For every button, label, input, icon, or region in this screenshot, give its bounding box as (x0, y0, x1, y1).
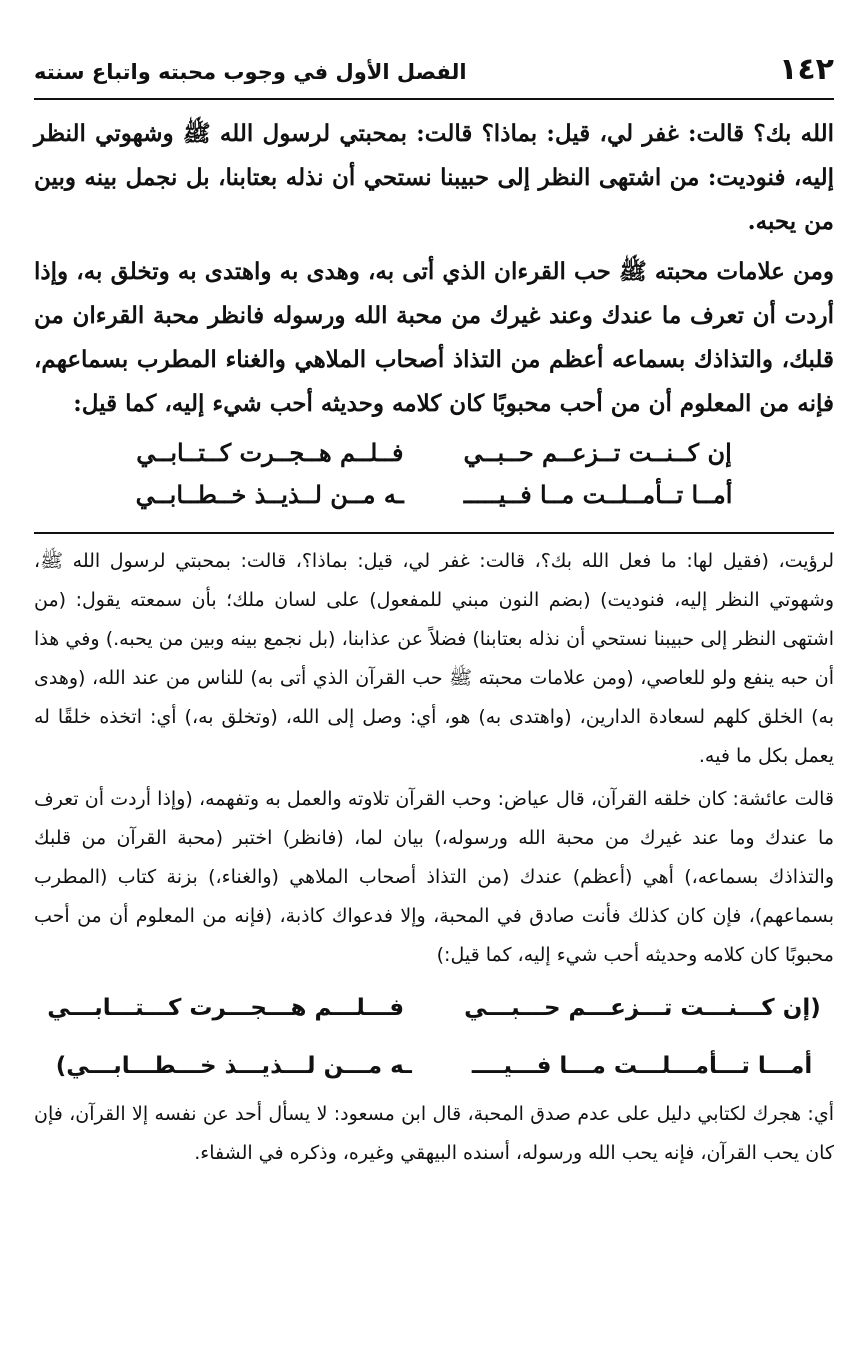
commentary-closing: أي: هجرك لكتابي دليل على عدم صدق المحبة، قال ابن مسعود: لا يسأل أحد عن نفسه إلا القرآن، فإن كان يحب القرآن، فإنه يحب الله ورسوله، أسنده البيهقي وغيره، وذكره في الشفاء. (34, 1103, 834, 1164)
verse-hemistich-left: ـه مـــن لـــذيـــذ خـــطـــابـــي) (55, 1053, 412, 1079)
verse-hemistich-right: إن كــنــت تــزعــم حــبــي (463, 438, 732, 467)
verse-hemistich-right: أمـــا تـــأمـــلـــت مـــا فـــيــــ (471, 1053, 813, 1079)
verse-line (34, 474, 834, 516)
main-paragraph: الله بك؟ قالت: غفر لي، قيل: بماذا؟ قالت: بمحبتي لرسول الله ﷺ وشهوتي النظر إليه، فنوديت: من اشتهى النظر إلى حبيبنا نستحي أن نذله بعتابنا، بل نجمل بينه وبين من يحبه. (34, 120, 834, 235)
page-header (34, 52, 834, 98)
verse-hemistich-left: فــلــم هــجــرت كــتــابــي (136, 438, 404, 467)
main-paragraph: ومن علامات محبته ﷺ حب القرءان الذي أتى به، وهدى به واهتدى به وتخلق به، وإذا أردت أن تعرف ما عندك وعند غيرك من محبة الله ورسوله فانظر محبة القرءان من قلبك، والتذاذك بسماعه أعظم من التذاذ أصحاب الملاهي والغناء المطرب بسماعهم، فإنه من المعلوم أن من أحب محبوبًا كان كلامه وحديثه أحب شيء إليه، كما قيل: (34, 258, 834, 417)
header-rule (34, 98, 834, 100)
commentary (34, 542, 834, 1173)
commentary-verse-line (34, 979, 834, 1037)
separator-rule (34, 532, 834, 534)
verse-hemistich-left: فـــلـــم هـــجـــرت كـــتـــابـــي (47, 995, 405, 1021)
chapter-title: الفصل الأول في وجوب محبته واتباع سنته (34, 60, 467, 84)
verse-hemistich-left: ـه مــن لــذيــذ خــطــابــي (135, 480, 404, 509)
page-number: ١٤٢ (779, 52, 834, 87)
document-page (34, 52, 834, 1177)
main-text (34, 112, 834, 516)
commentary-verse-line (34, 1037, 834, 1095)
verse-line (34, 432, 834, 474)
verse-hemistich-right: أمــا تــأمــلــت مــا فــيـــــ (463, 480, 733, 509)
commentary-paragraph: قالت عائشة: كان خلقه القرآن، قال عياض: وحب القرآن تلاوته والعمل به وتفهمه، (وإذا أردت أن تعرف ما عندك وما عند غيرك من محبة الله ورسوله،) بيان لما، (فانظر) اختبر (محبة القرآن من قلبك والتذاذك بسماعه،) أهي (أعظم) عندك (من التذاذ أصحاب الملاهي (والغناء،) بزنة كتاب (المطرب بسماعهم)، فإن كان كذلك فأنت صادق في المحبة، وإلا فدعواك كاذبة، (فإنه من المعلوم أن من أحب محبوبًا كان كلامه وحديثه أحب شيء إليه، كما قيل:) (34, 788, 834, 966)
commentary-paragraph: لرؤيت، (فقيل لها: ما فعل الله بك؟، قالت: غفر لي، قيل: بماذا؟، قالت: بمحبتي لرسول الله ﷺ، وشهوتي النظر إليه، فنوديت) (بضم النون مبني للمفعول) على لسان ملك؛ بأن سمعته يقول: (من اشتهى النظر إلى حبيبنا نستحي أن نذله بعتابنا) فضلاً عن عذابنا، (بل نجمع بينه وبين من يحبه.) وفي هذا أن حبه ينفع ولو للعاصي، (ومن علامات محبته ﷺ حب القرآن الذي أتى به) للناس من عند الله، (وهدى به) الخلق كلهم لسعادة الدارين، (واهتدى به) هو، أي: وصل إلى الله، (وتخلق به،) أي: اتخذه خلقًا له يعمل بكل ما فيه. (34, 550, 834, 767)
verse-hemistich-right: (إن كـــنـــت تـــزعـــم حـــبـــي (464, 995, 821, 1021)
